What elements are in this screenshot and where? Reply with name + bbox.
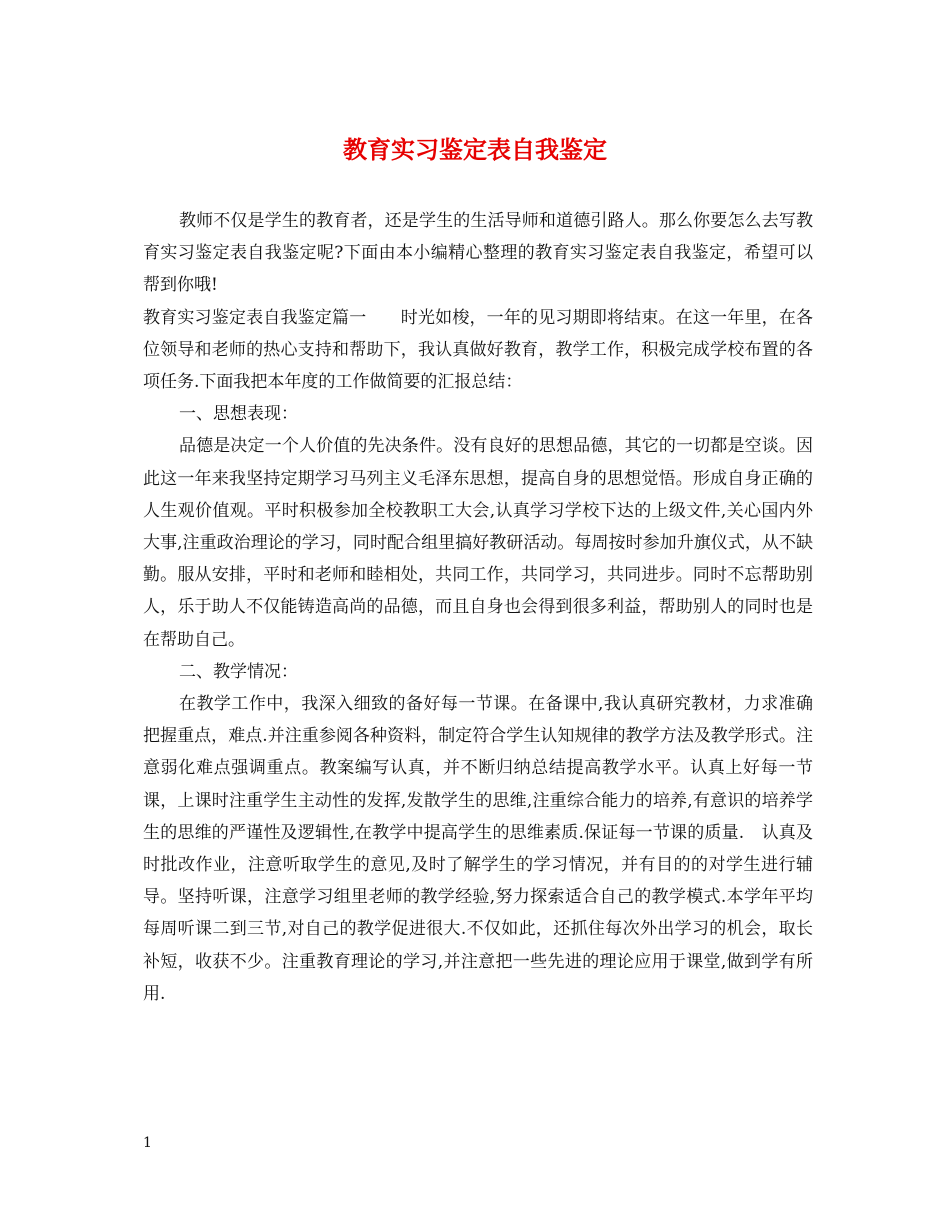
page-number: 1: [143, 1135, 152, 1151]
thought-performance-paragraph: 品德是决定一个人价值的先决条件。没有良好的思想品德，其它的一切都是空谈。因此这一年来我坚持定期学习马列主义毛泽东思想，提高自身的思想觉悟。形成自身正确的人生观价值观。平时积极参加全校教职工大会,认真学习学校下达的上级文件,关心国内外大事,注重政治理论的学习，同时配合组里搞好教研活动。每周按时参加升旗仪式，从不缺勤。服从安排，平时和老师和睦相处，共同工作，共同学习，共同进步。同时不忘帮助别人，乐于助人不仅能铸造高尚的品德，而且自身也会得到很多利益，帮助别人的同时也是在帮助自己。: [143, 436, 813, 650]
intro-paragraph: 教师不仅是学生的教育者，还是学生的生活导师和道德引路人。那么你要怎么去写教育实习鉴定表自我鉴定呢?下面由本小编精心整理的教育实习鉴定表自我鉴定，希望可以帮到你哦!: [143, 211, 813, 296]
heading-thought-performance: 一、思想表现：: [179, 404, 298, 425]
section-one-intro-paragraph: 教育实习鉴定表自我鉴定篇一 时光如梭，一年的见习期即将结束。在这一年里，在各位领导和老师的热心支持和帮助下，我认真做好教育，教学工作，积极完成学校布置的各项任务.下面我把本年度的工作做简要的汇报总结：: [143, 307, 813, 393]
document-title: 教育实习鉴定表自我鉴定: [343, 136, 607, 164]
document-body: [143, 205, 813, 1010]
teaching-situation-paragraph: 在教学工作中，我深入细致的备好每一节课。在备课中,我认真研究教材，力求准确把握重点，难点.并注重参阅各种资料，制定符合学生认知规律的教学方法及教学形式。注意弱化难点强调重点。教案编写认真，并不断归纳总结提高教学水平。认真上好每一节课，上课时注重学生主动性的发挥,发散学生的思维,注重综合能力的培养,有意识的培养学生的思维的严谨性及逻辑性,在教学中提高学生的思维素质.保证每一节课的质量. 认真及时批改作业，注意听取学生的意见,及时了解学生的学习情况，并有目的的对学生进行辅导。坚持听课，注意学习组里老师的教学经验,努力探索适合自己的教学模式.本学年平均每周听课二到三节,对自己的教学促进很大.不仅如此，还抓住每次外出学习的机会，取长补短，收获不少。注重教育理论的学习,并注意把一些先进的理论应用于课堂,做到学有所用.: [143, 694, 813, 1004]
heading-teaching-situation: 二、教学情况：: [179, 661, 298, 682]
